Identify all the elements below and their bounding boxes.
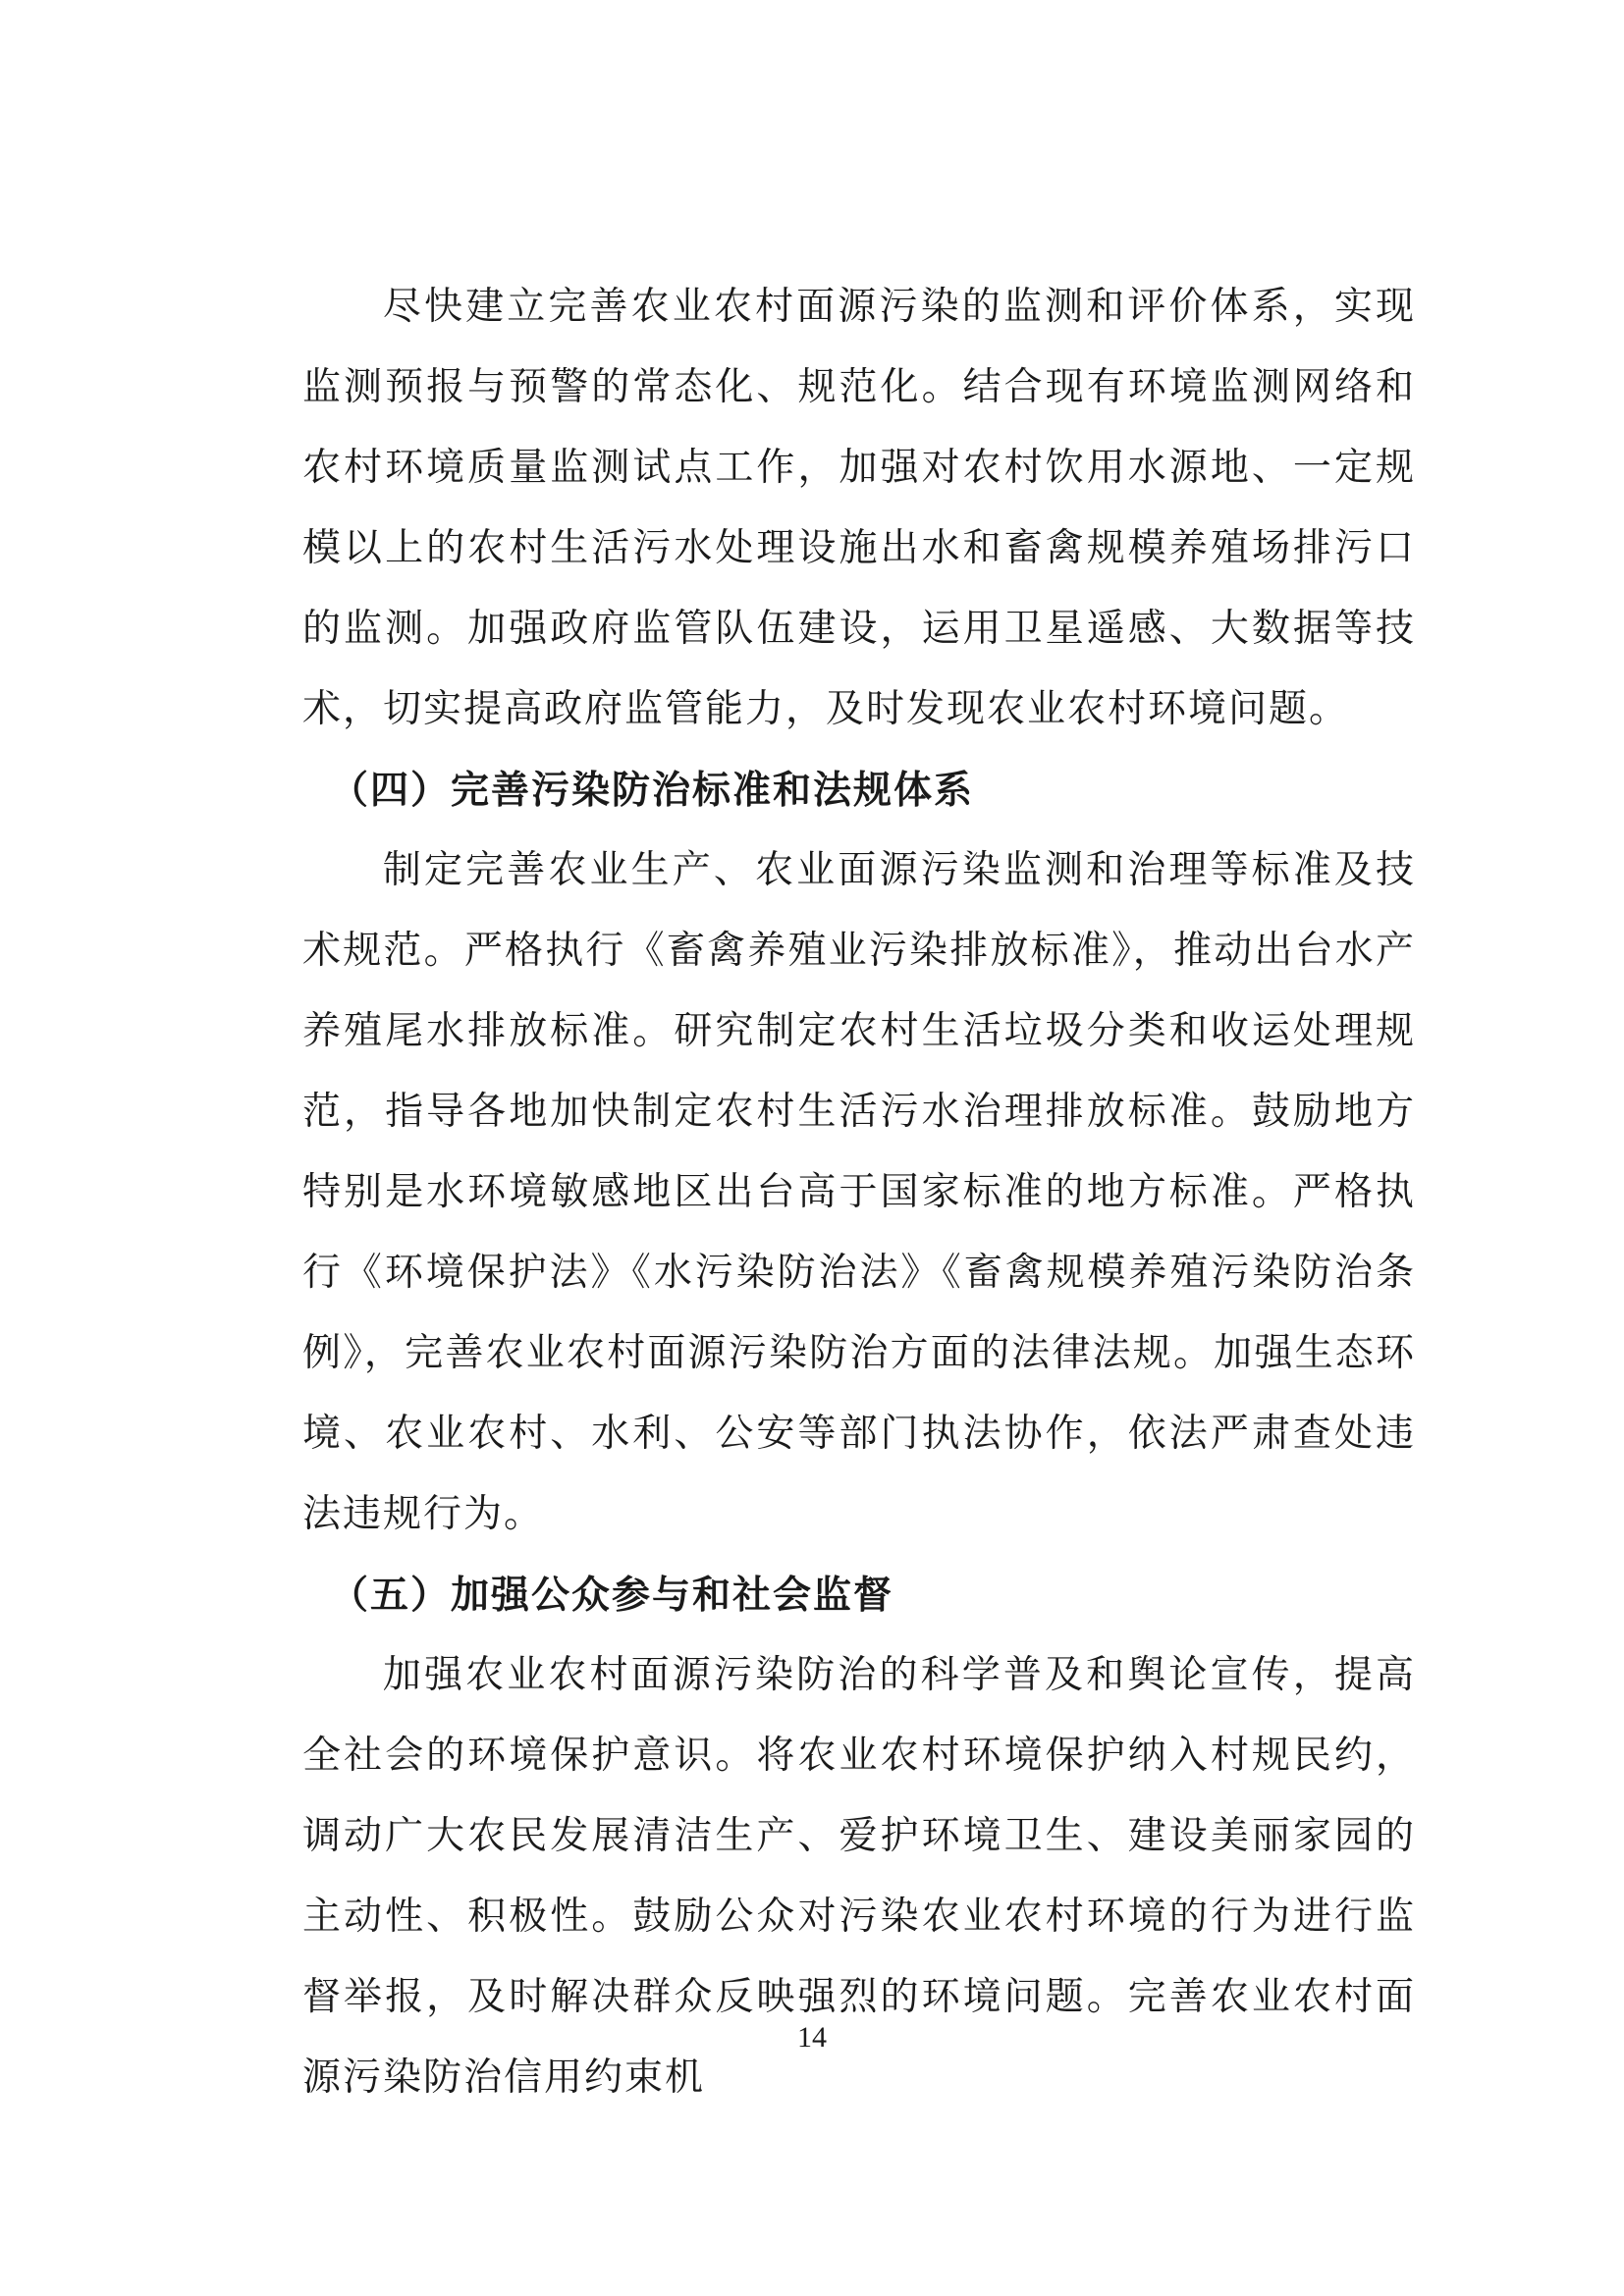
section-heading-5: （五）加强公众参与和社会监督 xyxy=(330,1573,894,1618)
page-number: 14 xyxy=(797,2021,827,2054)
paragraph-public-participation: 加强农业农村面源污染防治的科学普及和舆论宣传，提高全社会的环境保护意识。将农业农村环境保护纳入村规民约，调动广大农民发展清洁生产、爱护环境卫生、建设美丽家园的主动性、积极性。鼓励公众对污染农业农村环境的行为进行监督举报，及时解决群众反映强烈的环境问题。完善农业农村面源污染防治信用约束机 xyxy=(302,1653,1416,2100)
document-body xyxy=(302,267,1416,2118)
section-heading-4: （四）完善污染防治标准和法规体系 xyxy=(330,768,975,813)
paragraph-monitoring-system: 尽快建立完善农业农村面源污染的监测和评价体系，实现监测预报与预警的常态化、规范化。结合现有环境监测网络和农村环境质量监测试点工作，加强对农村饮用水源地、一定规模以上的农村生活污水处理设施出水和畜禽规模养殖场排污口的监测。加强政府监管队伍建设，运用卫星遥感、大数据等技术，切实提高政府监管能力，及时发现农业农村环境问题。 xyxy=(302,285,1416,731)
paragraph-standards-regulations: 制定完善农业生产、农业面源污染监测和治理等标准及技术规范。严格执行《畜禽养殖业污染排放标准》，推动出台水产养殖尾水排放标准。研究制定农村生活垃圾分类和收运处理规范，指导各地加快制定农村生活污水治理排放标准。鼓励地方特别是水环境敏感地区出台高于国家标准的地方标准。严格执行《环境保护法》《水污染防治法》《畜禽规模养殖污染防治条例》，完善农业农村面源污染防治方面的法律法规。加强生态环境、农业农村、水利、公安等部门执法协作，依法严肃查处违法违规行为。 xyxy=(302,848,1416,1536)
